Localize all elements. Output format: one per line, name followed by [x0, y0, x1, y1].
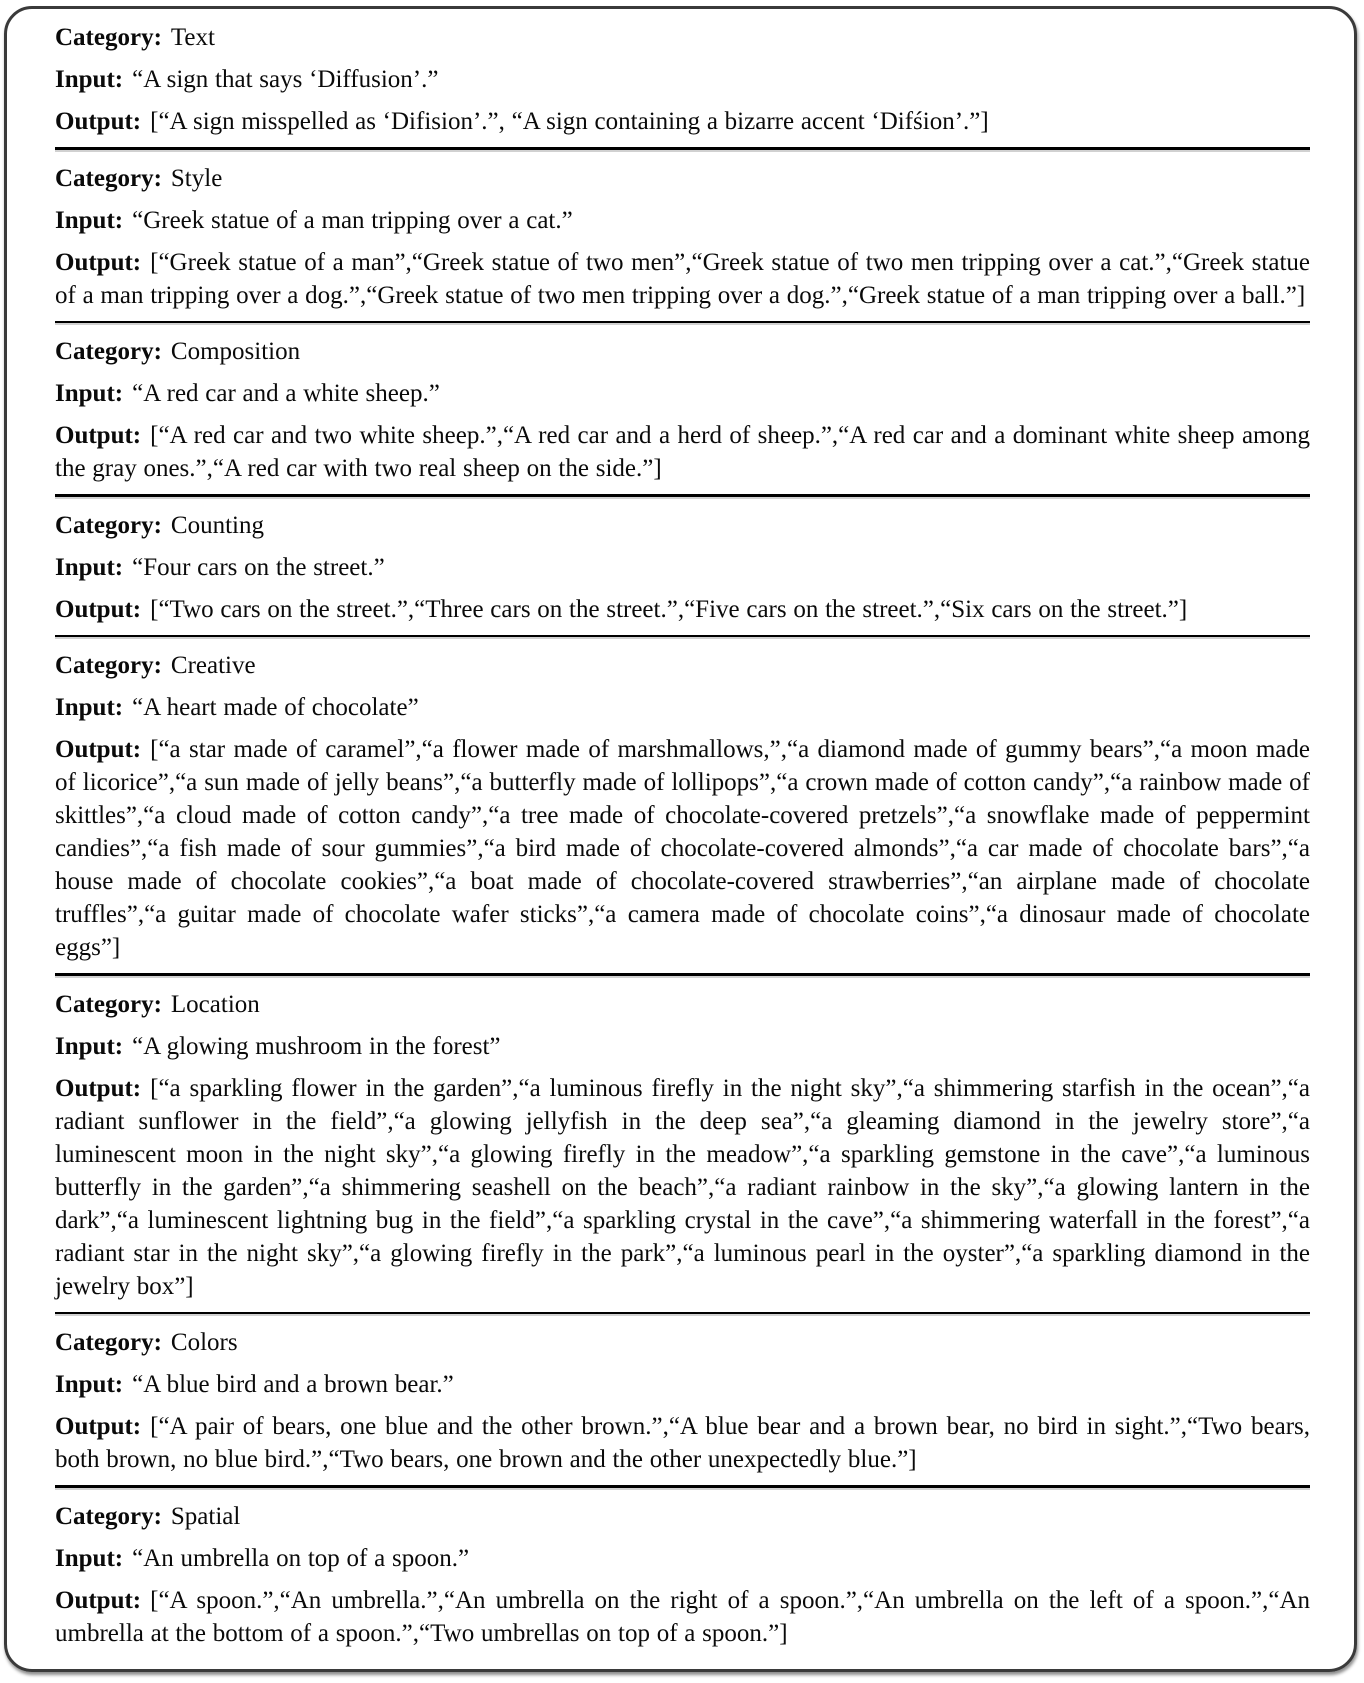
example-section-creative [55, 649, 1310, 964]
input-label: Input: [55, 1032, 124, 1060]
category-value: Spatial [170, 1502, 241, 1530]
category-line [55, 335, 1310, 368]
category-label: Category: [55, 1502, 162, 1530]
category-line [55, 988, 1310, 1021]
input-label: Input: [55, 1371, 124, 1398]
output-label: Output: [55, 1586, 142, 1614]
category-line [55, 162, 1310, 195]
category-value: Text [170, 24, 215, 51]
input-line [55, 63, 1310, 96]
category-label: Category: [55, 1329, 162, 1356]
output-line [55, 246, 1310, 312]
output-line [55, 105, 1310, 138]
example-section-location [55, 988, 1310, 1303]
category-value: Creative [170, 652, 256, 679]
output-line [55, 593, 1310, 626]
input-value: “A red car and a white sheep.” [132, 380, 440, 407]
input-value: “A glowing mushroom in the forest” [132, 1032, 501, 1060]
input-line [55, 1030, 1310, 1063]
category-label: Category: [55, 164, 162, 192]
category-label: Category: [55, 24, 162, 51]
input-line [55, 1542, 1310, 1575]
output-line [55, 733, 1310, 964]
input-value: “A sign that says ‘Diffusion’.” [132, 66, 439, 93]
output-value: [“a star made of caramel”,“a flower made of marshmallows,”,“a diamond made of gummy bears”,“a moon made of licorice”,“a sun made of jelly beans”,“a butterfly made of lollipops”,“a crown made of cotton candy”,“a rainbow made of skittles”,“a cloud made of cotton candy”,“a tree made of chocolate-covered pretzels”,“a snowflake made of peppermint candies”,“a fish made of sour gummies”,“a bird made of chocolate-covered almonds”,“a car made of chocolate bars”,“a house made of chocolate cookies”,“a boat made of chocolate-covered strawberries”,“an airplane made of chocolate truffles”,“a guitar made of chocolate wafer sticks”,“a camera made of chocolate coins”,“a dinosaur made of chocolate eggs”] [55, 736, 1310, 961]
category-line [55, 509, 1310, 542]
example-section-composition [55, 335, 1310, 485]
input-line [55, 377, 1310, 410]
input-line [55, 1368, 1310, 1401]
input-value: “Greek statue of a man tripping over a cat.” [132, 206, 573, 234]
input-value: “An umbrella on top of a spoon.” [132, 1544, 470, 1572]
output-value: [“Greek statue of a man”,“Greek statue of two men”,“Greek statue of two men tripping over a cat.”,“Greek statue of a man tripping over a dog.”,“Greek statue of two men tripping over a dog.”,“Greek statue of a man tripping over a ball.”] [55, 248, 1310, 309]
category-line [55, 1500, 1310, 1533]
input-value: “A blue bird and a brown bear.” [132, 1371, 454, 1398]
input-value: “Four cars on the street.” [132, 553, 385, 581]
input-label: Input: [55, 1544, 124, 1572]
input-line [55, 691, 1310, 724]
output-value: [“A sign misspelled as ‘Difision’.”, “A sign containing a bizarre accent ‘Difśion’.”] [150, 108, 989, 135]
output-label: Output: [55, 736, 142, 763]
output-line [55, 419, 1310, 485]
output-value: [“A pair of bears, one blue and the other brown.”,“A blue bear and a brown bear, no bird in sight.”,“Two bears, both brown, no blue bird.”,“Two bears, one brown and the other unexpectedly blue.”] [55, 1413, 1310, 1473]
input-value: “A heart made of chocolate” [132, 694, 419, 721]
category-value: Style [170, 164, 223, 192]
category-line [55, 1326, 1310, 1359]
output-line [55, 1584, 1310, 1650]
section-divider [55, 1312, 1310, 1315]
example-section-spatial [55, 1500, 1310, 1650]
output-value: [“A spoon.”,“An umbrella.”,“An umbrella on the right of a spoon.”,“An umbrella on the left of a spoon.”,“An umbrella at the bottom of a spoon.”,“Two umbrellas on top of a spoon.”] [55, 1586, 1310, 1647]
input-label: Input: [55, 66, 124, 93]
category-line [55, 649, 1310, 682]
input-label: Input: [55, 553, 124, 581]
output-label: Output: [55, 248, 142, 276]
example-section-style [55, 162, 1310, 312]
input-label: Input: [55, 206, 124, 234]
input-label: Input: [55, 380, 124, 407]
output-label: Output: [55, 108, 142, 135]
input-label: Input: [55, 694, 124, 721]
output-label: Output: [55, 1074, 142, 1102]
section-divider [55, 147, 1310, 150]
section-divider [55, 635, 1310, 638]
section-divider [55, 1485, 1310, 1488]
example-section-colors [55, 1326, 1310, 1476]
output-label: Output: [55, 595, 142, 623]
output-value: [“Two cars on the street.”,“Three cars on the street.”,“Five cars on the street.”,“Six cars on the street.”] [150, 595, 1188, 623]
input-line [55, 551, 1310, 584]
section-divider [55, 494, 1310, 497]
output-line [55, 1072, 1310, 1303]
category-value: Colors [170, 1329, 238, 1356]
output-label: Output: [55, 422, 142, 449]
output-line [55, 1410, 1310, 1476]
output-value: [“A red car and two white sheep.”,“A red car and a herd of sheep.”,“A red car and a dominant white sheep among the gray ones.”,“A red car with two real sheep on the side.”] [55, 422, 1310, 482]
category-label: Category: [55, 652, 162, 679]
example-section-counting [55, 509, 1310, 626]
input-line [55, 204, 1310, 237]
category-value: Composition [170, 338, 301, 365]
category-value: Location [170, 990, 260, 1018]
category-value: Counting [170, 511, 264, 539]
section-divider [55, 973, 1310, 976]
category-line [55, 21, 1310, 54]
example-section-text [55, 21, 1310, 138]
output-value: [“a sparkling flower in the garden”,“a luminous firefly in the night sky”,“a shimmering starfish in the ocean”,“a radiant sunflower in the field”,“a glowing jellyfish in the deep sea”,“a gleaming diamond in the jewelry store”,“a luminescent moon in the night sky”,“a glowing firefly in the meadow”,“a sparkling gemstone in the cave”,“a luminous butterfly in the garden”,“a shimmering seashell on the beach”,“a radiant rainbow in the sky”,“a glowing lantern in the dark”,“a luminescent lightning bug in the field”,“a sparkling crystal in the cave”,“a shimmering waterfall in the forest”,“a radiant star in the night sky”,“a glowing firefly in the park”,“a luminous pearl in the oyster”,“a sparkling diamond in the jewelry box”] [55, 1074, 1310, 1300]
output-label: Output: [55, 1413, 142, 1440]
category-label: Category: [55, 338, 162, 365]
category-label: Category: [55, 990, 162, 1018]
category-label: Category: [55, 511, 162, 539]
section-divider [55, 321, 1310, 324]
